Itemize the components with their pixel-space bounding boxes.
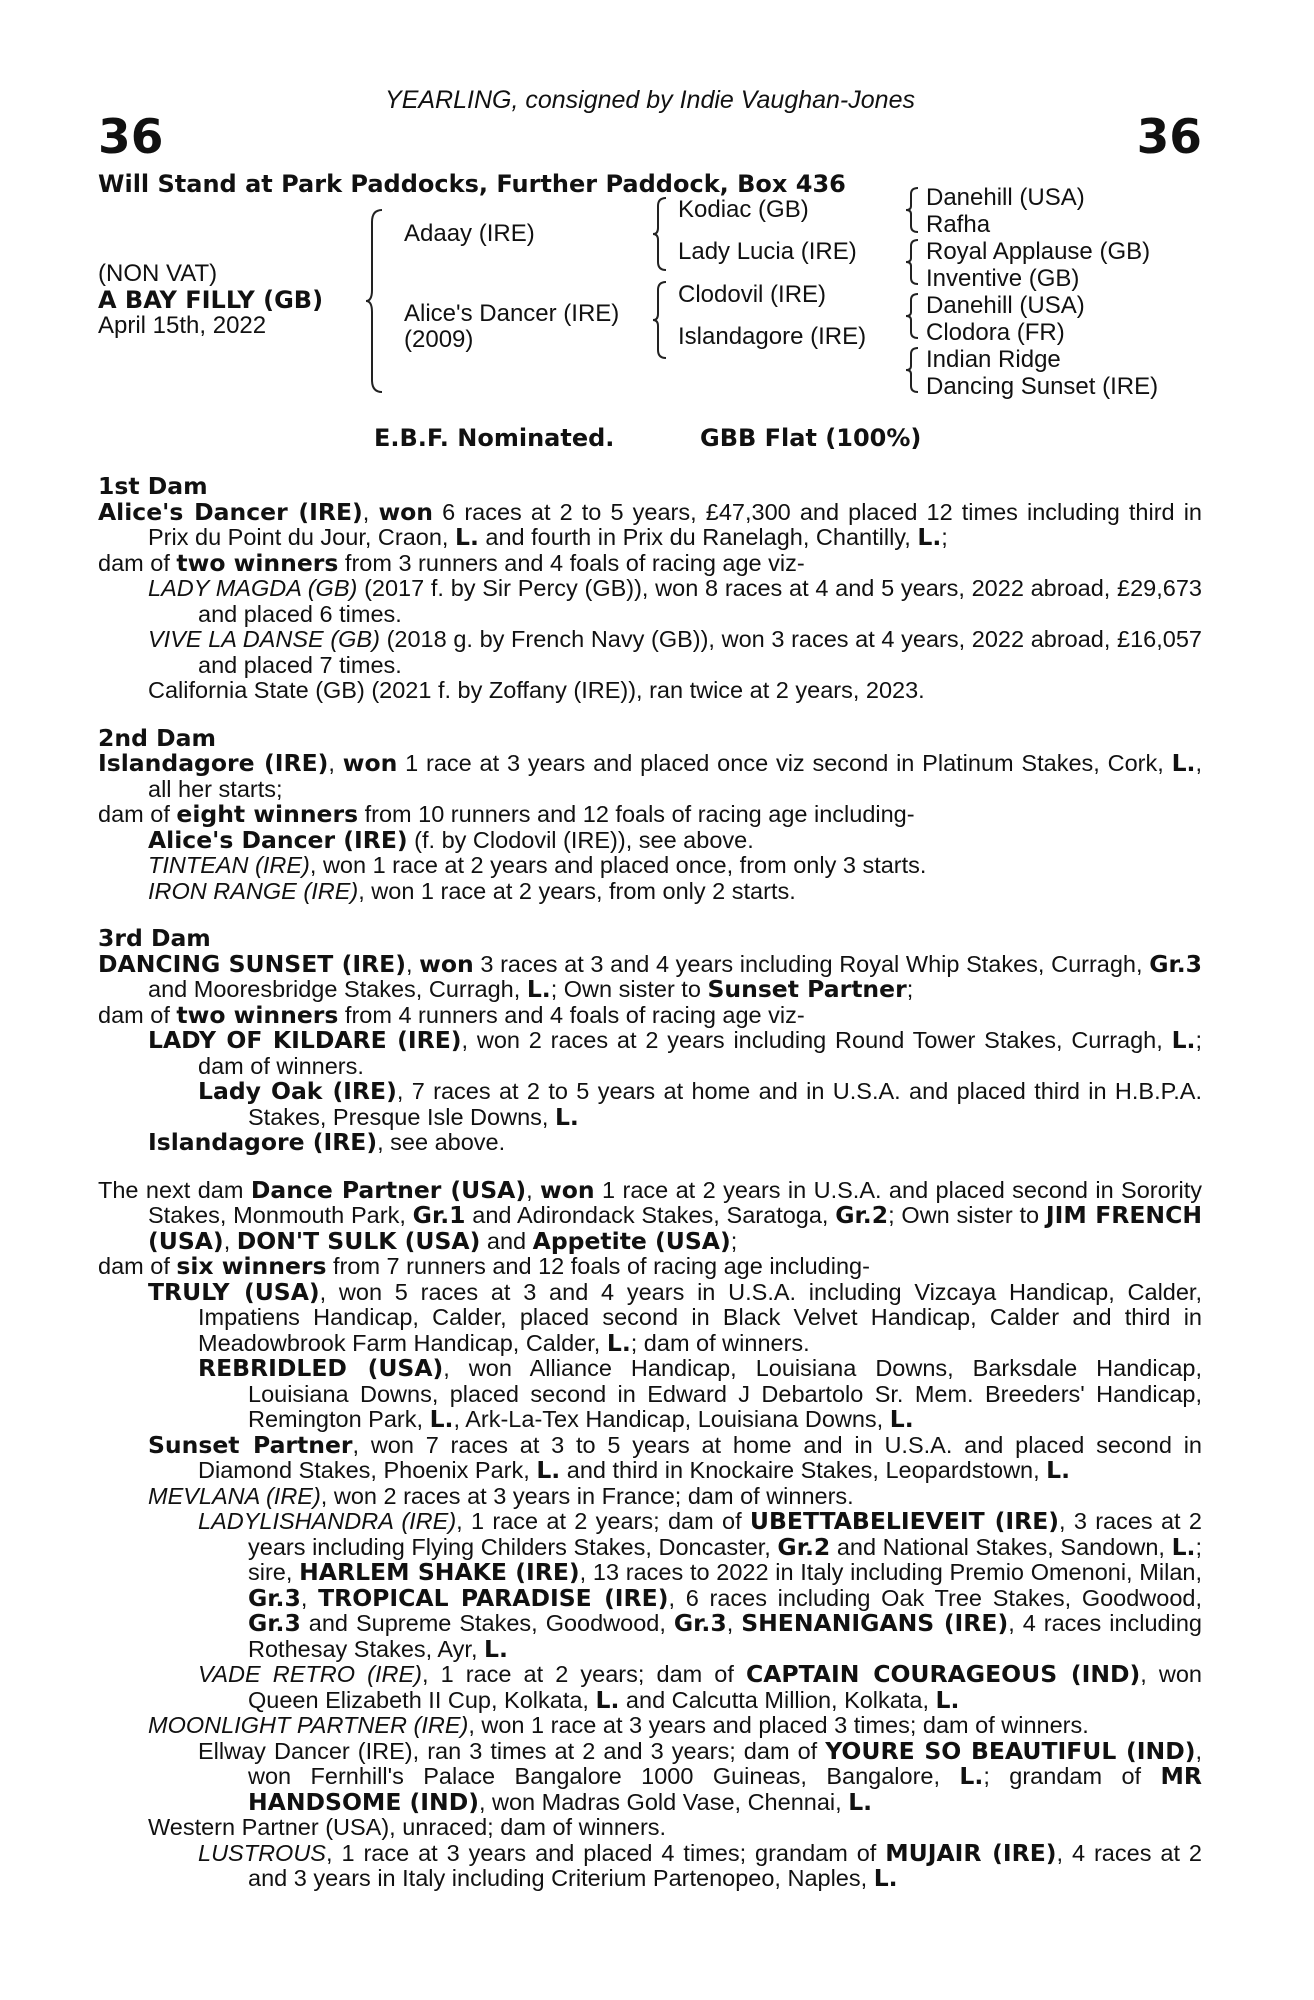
ebf-nomination: E.B.F. Nominated. [374, 424, 615, 452]
ped-g5: Danehill (USA) [926, 292, 1085, 319]
second-dam-section [98, 723, 1202, 905]
produce-item: Lady Oak (IRE), 7 races at 2 to 5 years at home and in U.S.A. and placed third in H.B.P.A. Stakes, Presque Isle Downs, L. [198, 1077, 1203, 1131]
stand-location: Will Stand at Park Paddocks, Further Paddock, Box 436 [98, 170, 846, 198]
produce-item: LADY MAGDA (GB) (2017 f. by Sir Percy (GB)), won 8 races at 4 and 5 years, 2022 abroad, £29,673 and placed 6 times. [148, 575, 1202, 627]
page-header [98, 80, 1202, 165]
dam-dam: Islandagore (IRE) [678, 323, 867, 350]
sire: Adaay (IRE) [404, 220, 535, 247]
brace-sire [653, 196, 669, 272]
second-dam-record: Islandagore (IRE), won 1 race at 3 years and placed once viz second in Platinum Stakes, Cork, L., all her starts; [98, 749, 1202, 802]
produce-item: VIVE LA DANSE (GB) (2018 g. by French Navy (GB)), won 3 races at 4 years, 2022 abroad, £16,057 and placed 7 times. [148, 626, 1202, 678]
first-dam-heading: 1st Dam [98, 472, 208, 500]
vat-status: (NON VAT) [98, 260, 218, 287]
first-dam-section [98, 474, 1202, 704]
brace-g3 [906, 292, 920, 340]
horse-name: A BAY FILLY (GB) [98, 286, 324, 314]
brace-g4 [906, 346, 920, 394]
produce-item: Ellway Dancer (IRE), ran 3 times at 2 and 3 years; dam of YOURE SO BEAUTIFUL (IND), won Fernhill's Palace Bangalore 1000 Guineas, Bangalore, L.; grandam of MR HANDSOME (IND), won Madras Gold Vase, Chennai, L. [198, 1736, 1202, 1816]
ped-g3: Royal Applause (GB) [926, 238, 1151, 265]
produce-item: LADY OF KILDARE (IRE), won 2 races at 2 years including Round Tower Stakes, Curragh, L.; dam of winners. [148, 1026, 1202, 1079]
brace-g1 [906, 186, 920, 234]
ped-g1: Danehill (USA) [926, 184, 1085, 211]
ped-g8: Dancing Sunset (IRE) [926, 373, 1159, 400]
lot-number-left: 36 [98, 110, 164, 165]
produce-item: MOONLIGHT PARTNER (IRE), won 1 race at 3 years and placed 3 times; dam of winners. [148, 1712, 1089, 1738]
produce-item: TRULY (USA), won 5 races at 3 and 4 years in U.S.A. including Vizcaya Handicap, Calder, Impatiens Handicap, Calder, placed second in Black Velvet Handicap, Calder and third in Meadowbrook Farm Handicap, Calder, L.; dam of winners. [148, 1277, 1202, 1357]
ped-g2: Rafha [926, 211, 991, 238]
produce-item: IRON RANGE (IRE), won 1 race at 2 years, from only 2 starts. [148, 877, 796, 904]
third-dam-produce-summary: dam of two winners from 4 runners and 4 foals of racing age viz- [98, 1000, 805, 1029]
brace-main [366, 208, 386, 394]
brace-g2 [906, 238, 920, 286]
gbb-status: GBB Flat (100%) [700, 424, 922, 452]
dam-year: (2009) [404, 326, 474, 353]
catalogue-page [98, 80, 1202, 1892]
produce-item: LADYLISHANDRA (IRE), 1 race at 2 years; dam of UBETTABELIEVEIT (IRE), 3 races at 2 years including Flying Childers Stakes, Doncaster, Gr.2 and National Stakes, Sandown, L.; sire, HARLEM SHAKE (IRE), 13 races to 2022 in Italy including Premio Omenoni, Milan, Gr.3, TROPICAL PARADISE (IRE), 6 races including Oak Tree Stakes, Goodwood, Gr.3 and Supreme Stakes, Goodwood, Gr.3, SHENANIGANS (IRE), 4 races including Rothesay Stakes, Ayr, L. [198, 1507, 1203, 1663]
foaling-date: April 15th, 2022 [98, 312, 267, 339]
first-dam-produce-summary: dam of two winners from 3 runners and 4 foals of racing age viz- [98, 548, 805, 577]
second-dam-heading: 2nd Dam [98, 723, 216, 752]
lot-number-right: 36 [1136, 110, 1202, 165]
sire-sire: Kodiac (GB) [678, 196, 809, 223]
ped-g7: Indian Ridge [926, 346, 1061, 373]
produce-item: REBRIDLED (USA), won Alliance Handicap, Louisiana Downs, Barksdale Handicap, Louisiana Downs, placed second in Edward J Debartolo Sr. Mem. Breeders' Handicap, Remington Park, L., Ark-La-Tex Handicap, Louisiana Downs, L. [198, 1354, 1202, 1433]
dam: Alice's Dancer (IRE) [404, 300, 620, 327]
consignment-line: YEARLING, consigned by Indie Vaughan-Jones [385, 86, 915, 114]
sire-dam: Lady Lucia (IRE) [678, 238, 857, 265]
ped-g4: Inventive (GB) [926, 265, 1080, 292]
nominations [98, 424, 1202, 464]
next-dam-produce-summary: dam of six winners from 7 runners and 12 foals of racing age including- [98, 1252, 870, 1280]
produce-item: VADE RETRO (IRE), 1 race at 2 years; dam of CAPTAIN COURAGEOUS (IND), won Queen Elizabeth II Cup, Kolkata, L. and Calcutta Million, Kolkata, L. [198, 1660, 1202, 1714]
next-dam-section [98, 1175, 1203, 1892]
second-dam-produce-summary: dam of eight winners from 10 runners and 12 foals of racing age including- [98, 800, 915, 828]
first-dam-record: Alice's Dancer (IRE), won 6 races at 2 to 5 years, £47,300 and placed 12 times including third in Prix du Point du Jour, Craon, L. and fourth in Prix du Ranelagh, Chantilly, L.; [98, 497, 1202, 551]
produce-item: Islandagore (IRE), see above. [148, 1128, 506, 1156]
third-dam-section [98, 926, 1202, 1156]
third-dam-record: DANCING SUNSET (IRE), won 3 races at 3 and 4 years including Royal Whip Stakes, Curragh, Gr.3 and Mooresbridge Stakes, Curragh, L.; Own sister to Sunset Partner; [98, 949, 1202, 1003]
next-dam-record: The next dam Dance Partner (USA), won 1 race at 2 years in U.S.A. and placed second in Sorority Stakes, Monmouth Park, Gr.1 and Adirondack Stakes, Saratoga, Gr.2; Own sister to JIM FRENCH (USA), DON'T SULK (USA) and Appetite (USA); [98, 1175, 1203, 1255]
produce-item: LUSTROUS, 1 race at 3 years and placed 4 times; grandam of MUJAIR (IRE), 4 races at 2 and 3 years in Italy including Criterium Partenopeo, Naples, L. [198, 1838, 1202, 1892]
produce-item: Western Partner (USA), unraced; dam of winners. [148, 1814, 667, 1840]
produce-item: California State (GB) (2021 f. by Zoffany (IRE)), ran twice at 2 years, 2023. [148, 677, 925, 703]
produce-item: MEVLANA (IRE), won 2 races at 3 years in France; dam of winners. [148, 1482, 854, 1509]
brace-dam [653, 280, 669, 360]
dam-sire: Clodovil (IRE) [678, 281, 827, 308]
produce-item: TINTEAN (IRE), won 1 race at 2 years and placed once, from only 3 starts. [148, 852, 927, 878]
third-dam-heading: 3rd Dam [98, 924, 211, 952]
produce-item: Sunset Partner, won 7 races at 3 to 5 years at home and in U.S.A. and placed second in Diamond Stakes, Phoenix Park, L. and third in Knockaire Stakes, Leopardstown, L. [148, 1430, 1202, 1484]
produce-item: Alice's Dancer (IRE) (f. by Clodovil (IRE)), see above. [148, 825, 754, 854]
ped-g6: Clodora (FR) [926, 319, 1065, 346]
